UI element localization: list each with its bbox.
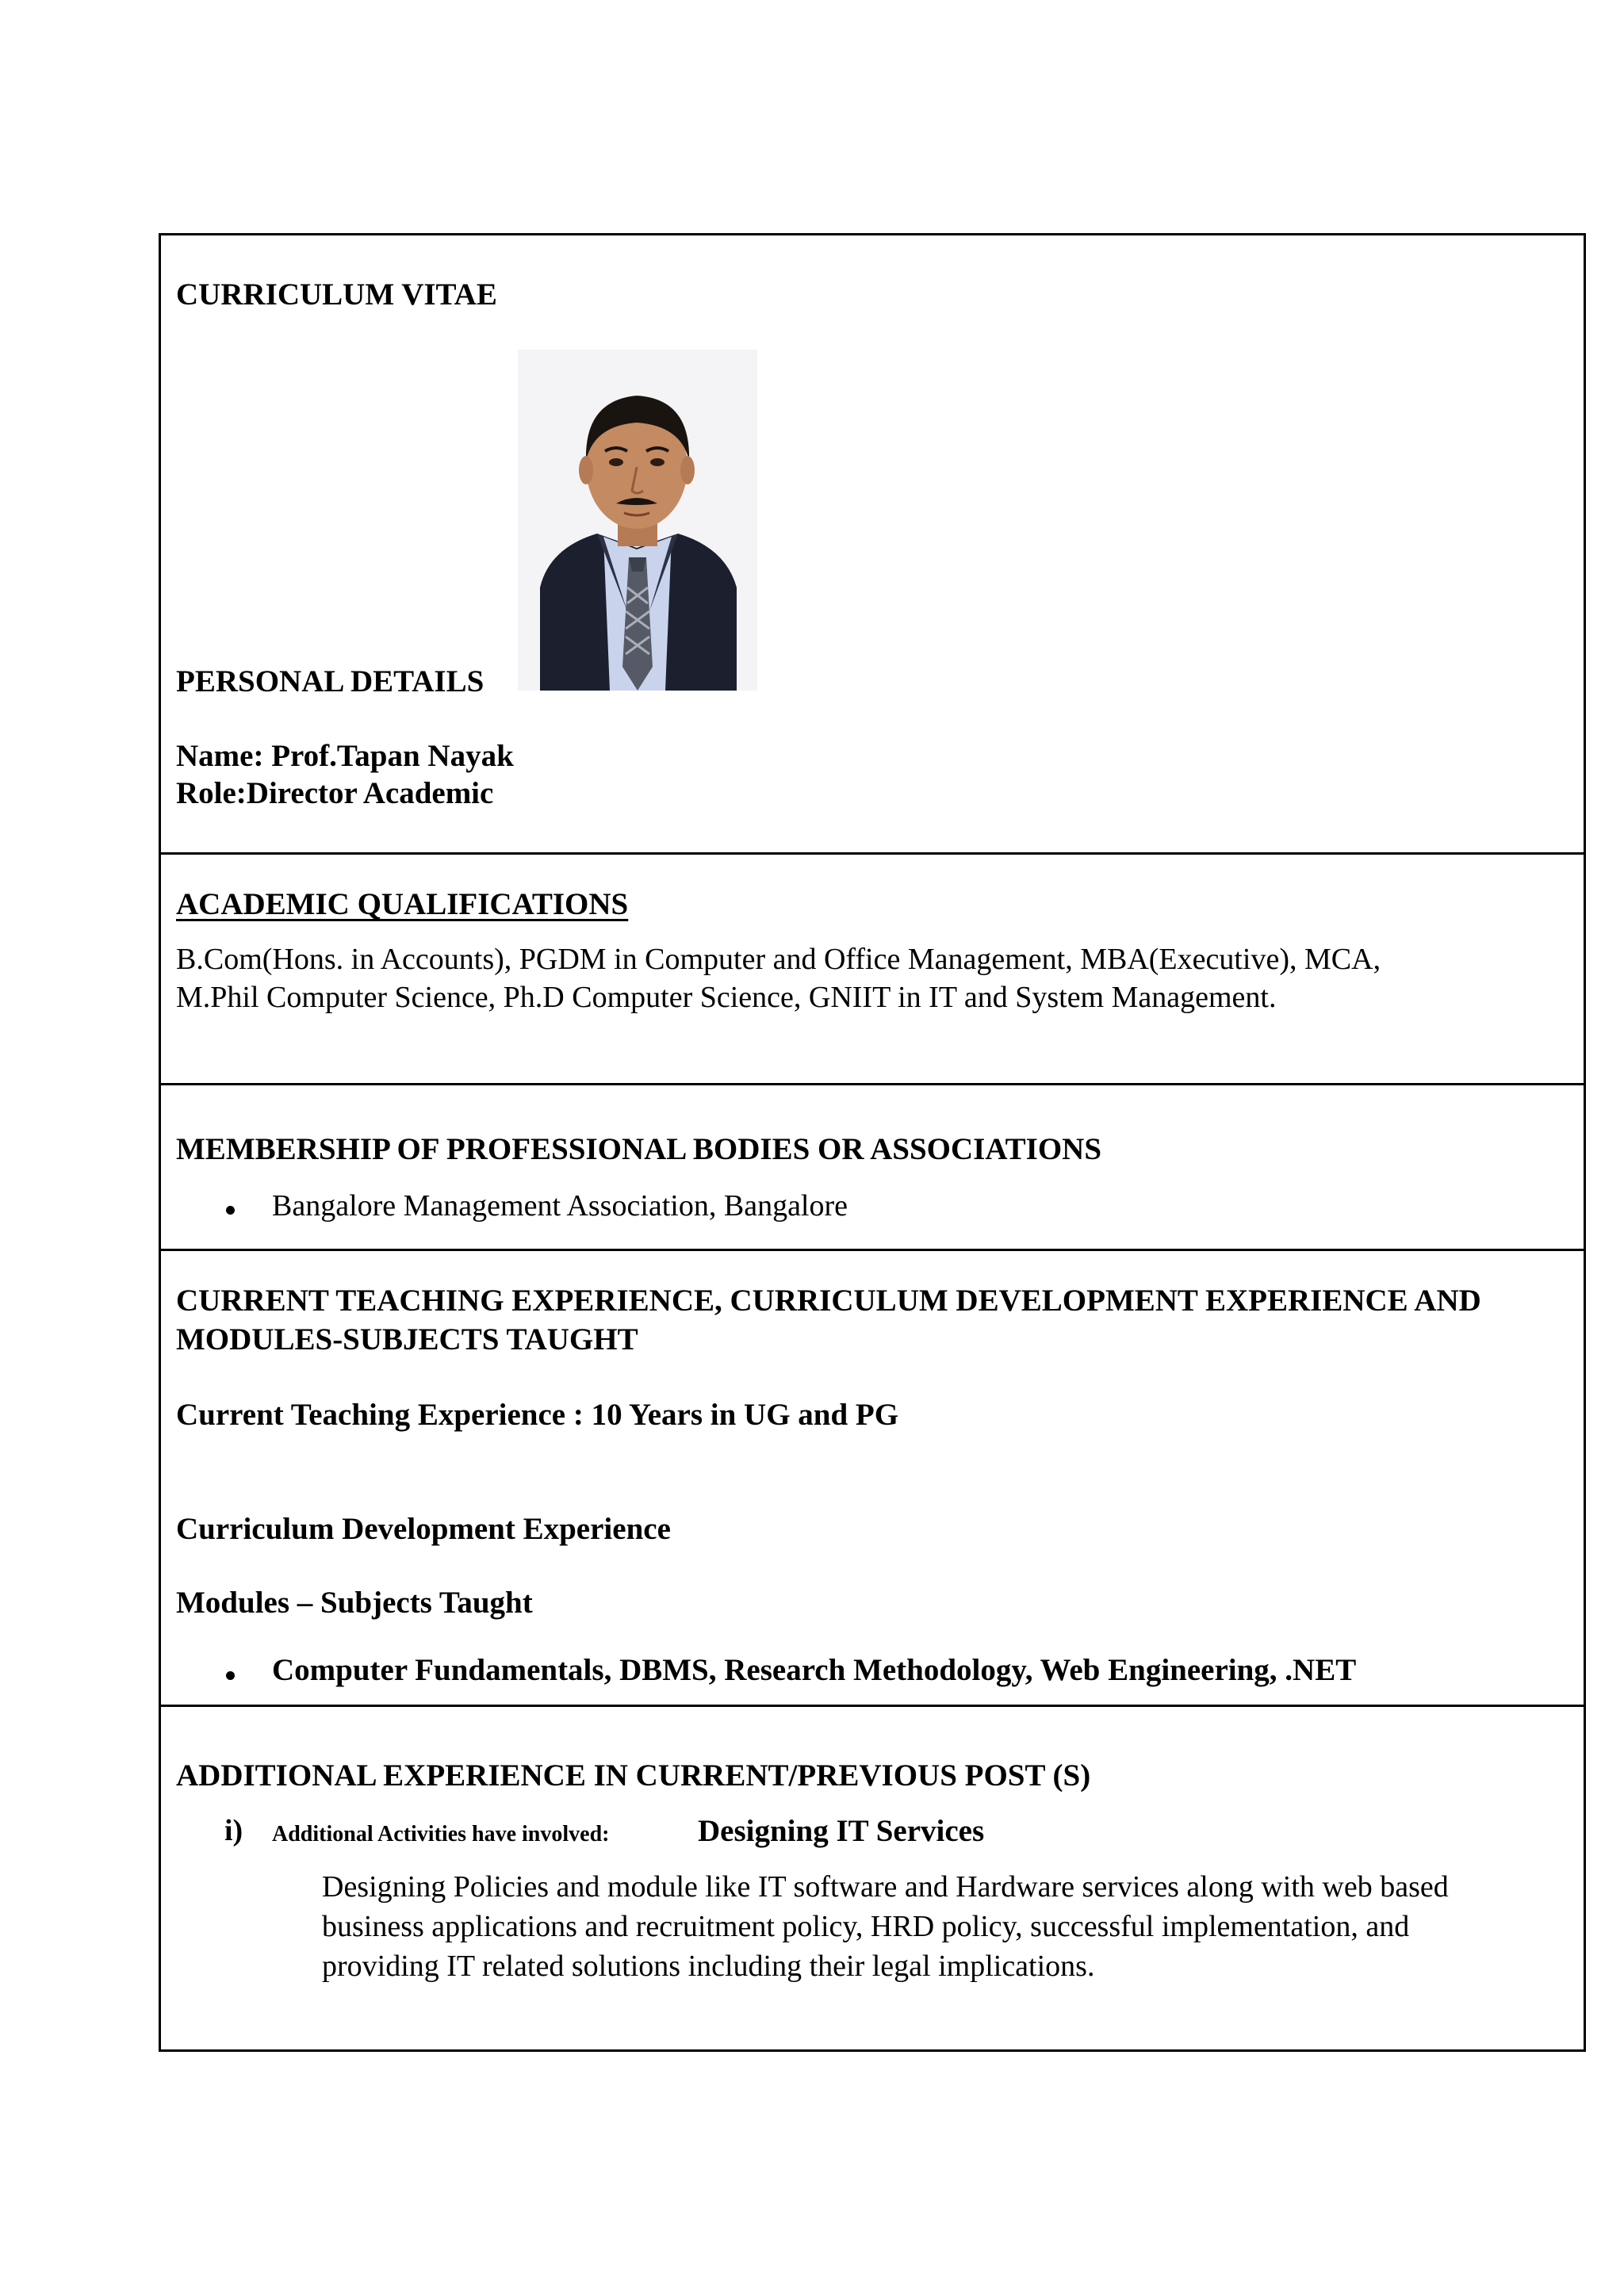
teaching-heading-line-1: CURRENT TEACHING EXPERIENCE, CURRICULUM DEVELOPMENT EXPERIENCE AND [176,1284,1481,1318]
cv-title: CURRICULUM VITAE [176,277,497,312]
academic-qualifications-heading: ACADEMIC QUALIFICATIONS [176,887,629,921]
profile-photo-image [518,350,757,691]
teaching-experience-section [161,1251,1584,1707]
bullet-icon [226,1671,235,1680]
membership-item: Bangalore Management Association, Bangalore [272,1189,848,1223]
profile-photo [518,350,757,691]
bullet-icon [226,1206,235,1215]
additional-activities-title: Designing IT Services [698,1814,985,1848]
cv-frame [159,233,1586,2052]
additional-experience-section [161,1707,1584,2049]
role-line: Role:Director Academic [176,776,494,810]
description-line-3: providing IT related solutions including their legal implications. [322,1950,1095,1983]
personal-details-heading: PERSONAL DETAILS [176,664,485,698]
name-line: Name: Prof.Tapan Nayak [176,739,514,773]
curriculum-development-experience: Curriculum Development Experience [176,1512,671,1546]
membership-heading: MEMBERSHIP OF PROFESSIONAL BODIES OR ASSOCIATIONS [176,1132,1102,1166]
personal-details-section [161,235,1584,855]
description-line-1: Designing Policies and module like IT software and Hardware services along with web based [322,1870,1449,1904]
membership-section [161,1085,1584,1251]
current-teaching-experience: Current Teaching Experience : 10 Years in UG and PG [176,1398,899,1432]
additional-experience-heading: ADDITIONAL EXPERIENCE IN CURRENT/PREVIOUS POST (S) [176,1758,1091,1793]
academic-qualifications-section [161,855,1584,1085]
additional-activities-label: Additional Activities have involved: [272,1822,610,1846]
academic-line-2: M.Phil Computer Science, Ph.D Computer Science, GNIIT in IT and System Management. [176,981,1277,1014]
teaching-heading-line-2: MODULES-SUBJECTS TAUGHT [176,1322,638,1357]
additional-description [322,1867,1575,1986]
subjects-taught-item: Computer Fundamentals, DBMS, Research Methodology, Web Engineering, .NET [272,1653,1357,1687]
modules-subjects-heading: Modules – Subjects Taught [176,1586,533,1620]
description-line-2: business applications and recruitment policy, HRD policy, successful implementation, and [322,1910,1410,1943]
item-marker: i) [224,1814,243,1847]
academic-line-1: B.Com(Hons. in Accounts), PGDM in Computer and Office Management, MBA(Executive), MCA, [176,943,1381,976]
